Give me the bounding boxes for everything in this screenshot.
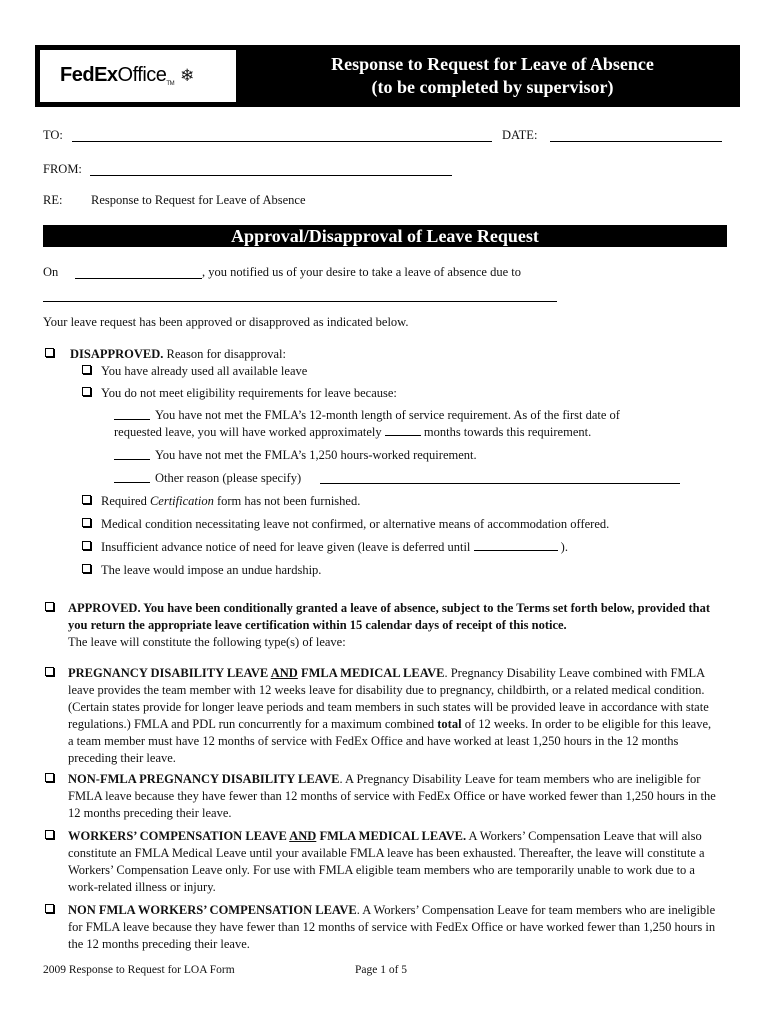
used-all-row: You have already used all available leave — [82, 364, 307, 379]
pdl-fmla-text: PREGNANCY DISABILITY LEAVE AND FMLA MEDICAL LEAVE. Pregnancy Disability Leave combined with FMLA leave provides the team member with 12 weeks leave for disability due to pregnancy, childbirth, or a related medical condition. (Certain states provide for longer leave periods and team members in such states will be provided leave in accordance with state regulations.) FMLA and PDL run concurrently for a maximum combined total of 12 weeks. In order to be eligible for this leave, a team member must have 12 months of service with FedEx Office and have worked at least 1,250 hours in the 12 months preceding their leave. — [68, 666, 712, 765]
pdl-checkbox-wrap — [45, 666, 64, 681]
used-all-checkbox[interactable] — [82, 365, 91, 374]
hours-mark-field[interactable] — [114, 459, 150, 460]
intro-on-label: On — [43, 265, 59, 279]
wc-checkbox-wrap — [45, 829, 64, 844]
nonfmla-wc-text: NON FMLA WORKERS’ COMPENSATION LEAVE. A Workers’ Compensation Leave for team members who are ineligible for FMLA leave because they have fewer than 12 months of service with FedEx Office or have worked fewer than 1,250 hours in the 12 months preceding their leave. — [68, 903, 716, 951]
certification-checkbox[interactable] — [82, 495, 91, 504]
footer-form-name: 2009 Response to Request for LOA Form — [43, 964, 235, 976]
medical-row: Medical condition necessitating leave not confirmed, or alternative means of accommodation offered. — [82, 517, 609, 532]
re-label: RE: — [43, 193, 63, 207]
to-label: TO: — [43, 128, 63, 142]
wc-fmla-text: WORKERS’ COMPENSATION LEAVE AND FMLA MEDICAL LEAVE. A Workers’ Compensation Leave that will also constitute an FMLA Medical Leave until your available FMLA leave has been exhausted. Thereafter, the leave will constitute a Workers’ Compensation Leave only. For use with FMLA eligible team members who are temporarily unable to work due to a work-related illness or injury. — [68, 829, 705, 894]
nonfmla-pdl-checkbox[interactable] — [45, 773, 54, 782]
approved-text: APPROVED. You have been conditionally granted a leave of absence, subject to the Terms set forth below, provided that you return the appropriate leave certification within 15 calendar days of receipt of this notice. The leave will constitute the following type(s) of leave: — [68, 601, 710, 649]
nonfmla-wc-checkbox[interactable] — [45, 904, 54, 913]
pdl-fmla-checkbox[interactable] — [45, 667, 54, 676]
disapproved-row: DISAPPROVED. Reason for disapproval: — [45, 347, 286, 362]
other-reason-field[interactable] — [320, 483, 680, 484]
page-title: Response to Request for Leave of Absence (to be completed by supervisor) — [331, 54, 654, 97]
approved-checkbox[interactable] — [45, 602, 54, 611]
deferred-until-field[interactable] — [474, 540, 558, 551]
status-text: Your leave request has been approved or disapproved as indicated below. — [43, 315, 409, 329]
date-label: DATE: — [502, 128, 538, 142]
other-text: Other reason (please specify) — [155, 471, 302, 485]
header-bar — [35, 45, 740, 107]
eligibility-checkbox[interactable] — [82, 387, 91, 396]
fmla12-text-cont: requested leave, you will have worked approximately months towards this requirement. — [114, 425, 592, 439]
fedex-office-logo: FedExOfficeTM ❄ — [60, 64, 194, 87]
disapproved-checkbox[interactable] — [45, 348, 54, 357]
months-field[interactable] — [385, 425, 421, 436]
to-field[interactable] — [72, 141, 492, 142]
from-label: FROM: — [43, 162, 82, 176]
logo-box — [40, 50, 236, 102]
re-value: Response to Request for Leave of Absence — [91, 193, 306, 207]
notice-row: Insufficient advance notice of need for leave given (leave is deferred until ). — [82, 540, 568, 555]
section-title: Approval/Disapproval of Leave Request — [43, 225, 727, 247]
date-field[interactable] — [550, 141, 722, 142]
wc-fmla-checkbox[interactable] — [45, 830, 54, 839]
eligibility-row: You do not meet eligibility requirements for leave because: — [82, 386, 397, 401]
hardship-row: The leave would impose an undue hardship. — [82, 563, 321, 578]
hardship-checkbox[interactable] — [82, 564, 91, 573]
nonfmla-wc-checkbox-wrap — [45, 903, 64, 918]
medical-checkbox[interactable] — [82, 518, 91, 527]
hours-text: You have not met the FMLA’s 1,250 hours-worked requirement. — [155, 448, 477, 462]
other-mark-field[interactable] — [114, 482, 150, 483]
approved-checkbox-wrap — [45, 601, 64, 616]
intro-notified-text: , you notified us of your desire to take a leave of absence due to — [202, 265, 521, 279]
nonfmla-pdl-text: NON-FMLA PREGNANCY DISABILITY LEAVE. A Pregnancy Disability Leave for team members who are ineligible for FMLA leave because they have fewer than 12 months of service with FedEx Office or have worked fewer than 1,250 hours in the 12 months preceding their leave. — [68, 772, 716, 820]
notice-checkbox[interactable] — [82, 541, 91, 550]
notified-date-field[interactable] — [75, 278, 202, 279]
fmla12-mark-field[interactable] — [114, 419, 150, 420]
leave-reason-field[interactable] — [43, 301, 557, 302]
footer-page-number: Page 1 of 5 — [355, 964, 408, 976]
certification-row: Required Certification form has not been furnished. — [82, 494, 360, 509]
from-field[interactable] — [90, 175, 452, 176]
nonfmla-pdl-checkbox-wrap — [45, 772, 64, 787]
snowflake-icon: ❄ — [180, 66, 194, 85]
fmla12-text: You have not met the FMLA’s 12-month length of service requirement. As of the first date of — [155, 408, 620, 422]
